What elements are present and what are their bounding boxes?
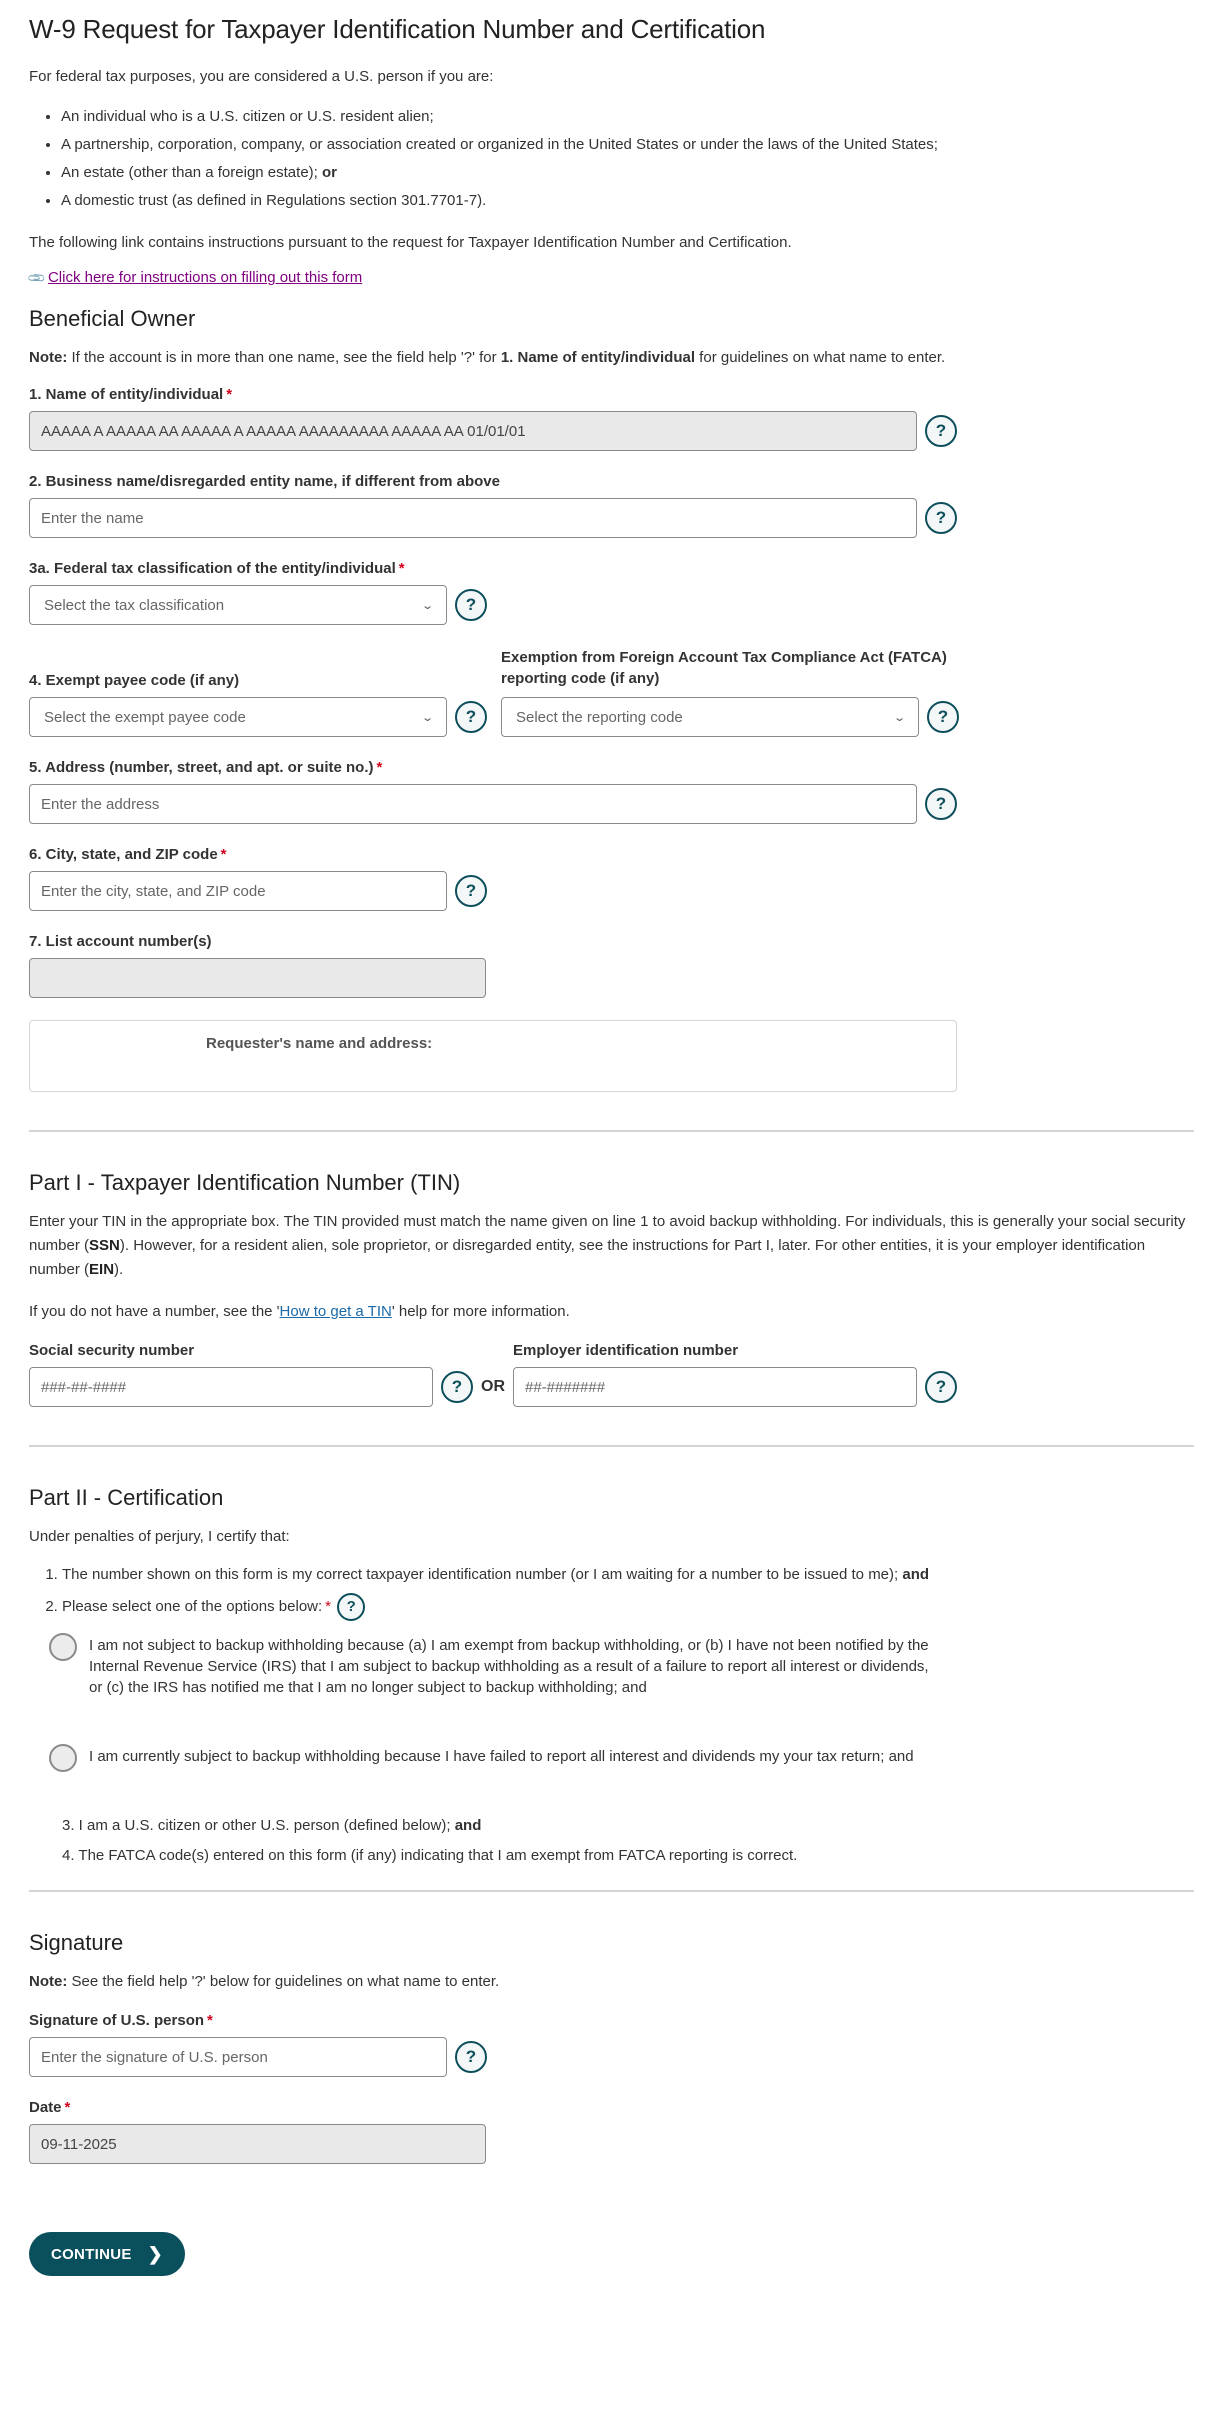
tin-help-text: If you do not have a number, see the 'How to get a TIN' help for more information. [29, 1303, 570, 1320]
list-item: • A domestic trust (as defined in Regulations section 301.7701-7). [61, 187, 1194, 215]
address-field-group [29, 759, 1194, 824]
tax-classification-label: 3a. Federal tax classification of the entity/individual * [29, 560, 405, 577]
address-label: 5. Address (number, street, and apt. or suite no.) * [29, 759, 383, 776]
section-divider [29, 1445, 1194, 1447]
ein-input[interactable] [513, 1367, 917, 1407]
help-icon[interactable]: ? [455, 701, 487, 733]
intro-text: For federal tax purposes, you are considered a U.S. person if you are: [29, 68, 494, 85]
list-item: • An estate (other than a foreign estate); or [61, 159, 1194, 187]
fatca-code-select[interactable]: Select the reporting code ⌄ [501, 697, 919, 737]
instructions-text: The following link contains instructions pursuant to the request for Taxpayer Identification Number and Certification. [29, 234, 792, 251]
city-label: 6. City, state, and ZIP code * [29, 846, 227, 863]
backup-withholding-option[interactable]: I am currently subject to backup withholding because I have failed to report all interest and dividends my your tax return; and [49, 1746, 929, 1772]
help-icon[interactable]: ? [455, 589, 487, 621]
signature-note: Note: See the field help '?' below for guidelines on what name to enter. [29, 1973, 500, 1990]
date-label: Date * [29, 2099, 71, 2116]
certification-item: 3. I am a U.S. citizen or other U.S. person (defined below); and [62, 1817, 482, 1834]
fatca-label: Exemption from Foreign Account Tax Compliance Act (FATCA) reporting code (if any) [501, 649, 947, 687]
help-icon[interactable]: ? [925, 1371, 957, 1403]
chevron-down-icon: ⌄ [420, 599, 434, 612]
list-item: • An individual who is a U.S. citizen or U.S. resident alien; [61, 103, 1194, 131]
signature-label: Signature of U.S. person * [29, 2012, 213, 2029]
exempt-codes-row [29, 647, 1194, 737]
paperclip-icon: 📎 [26, 267, 47, 288]
requester-box [29, 1020, 957, 1092]
section-heading-part2: Part II - Certification [29, 1485, 224, 1510]
or-separator: OR [481, 1378, 505, 1395]
business-name-field-group [29, 473, 1194, 538]
help-icon[interactable]: ? [925, 415, 957, 447]
required-marker: * [398, 560, 405, 577]
date-field-group [29, 2099, 1194, 2164]
section-heading-beneficial-owner: Beneficial Owner [29, 306, 196, 331]
required-marker: * [64, 2099, 71, 2116]
business-name-label: 2. Business name/disregarded entity name, if different from above [29, 473, 500, 490]
instructions-link-row [26, 267, 1194, 288]
section-divider [29, 1130, 1194, 1132]
chevron-right-icon: ❯ [147, 2243, 164, 2264]
us-person-list [29, 103, 1194, 215]
certification-intro: Under penalties of perjury, I certify that: [29, 1528, 290, 1545]
certification-tail [29, 1814, 1194, 1868]
help-icon[interactable]: ? [337, 1593, 365, 1621]
tin-description: Enter your TIN in the appropriate box. The TIN provided must match the name given on line 1 to avoid backup withholding. For individuals, this is generally your social security number (SSN). However, for a resident alien, sole proprietor, or disregarded entity, see the instructions for Part I, later. For other entities, it is your employer identification number (EIN). [29, 1213, 1186, 1278]
ssn-input[interactable] [29, 1367, 433, 1407]
city-state-zip-input[interactable] [29, 871, 447, 911]
address-input[interactable] [29, 784, 917, 824]
ein-label: Employer identification number [513, 1342, 739, 1359]
help-icon[interactable]: ? [441, 1371, 473, 1403]
account-numbers-input[interactable] [29, 958, 486, 998]
tin-inputs-row [29, 1342, 1194, 1407]
section-divider [29, 1890, 1194, 1892]
exempt-payee-label: 4. Exempt payee code (if any) [29, 672, 240, 689]
signature-field-group [29, 2012, 1194, 2077]
help-icon[interactable]: ? [455, 2041, 487, 2073]
required-marker: * [325, 1597, 332, 1615]
certification-item: 4. The FATCA code(s) entered on this form (if any) indicating that I am exempt from FATCA reporting is correct. [62, 1847, 798, 1864]
name-input[interactable] [29, 411, 917, 451]
section-heading-signature: Signature [29, 1930, 124, 1955]
help-icon[interactable]: ? [455, 875, 487, 907]
required-marker: * [207, 2012, 213, 2029]
backup-withholding-option[interactable]: I am not subject to backup withholding because (a) I am exempt from backup withholding, or (b) I have not been notified by the Internal Revenue Service (IRS) that I am subject to backup withholding as a result of a failure to report all interest or dividends, or (c) the IRS has notified me that I am no longer subject to backup withholding; and [49, 1635, 929, 1698]
radio-not-subject[interactable] [49, 1633, 77, 1661]
chevron-down-icon: ⌄ [892, 711, 906, 724]
city-field-group [29, 846, 1194, 911]
name-field-group [29, 386, 1194, 451]
list-item: • A partnership, corporation, company, or association created or organized in the United States or under the laws of the United States; [61, 131, 1194, 159]
help-icon[interactable]: ? [925, 788, 957, 820]
requester-label: Requester's name and address: [206, 1035, 433, 1052]
instructions-link[interactable]: Click here for instructions on filling out this form [47, 269, 363, 286]
signature-input[interactable] [29, 2037, 447, 2077]
page-title: W-9 Request for Taxpayer Identification Number and Certification [29, 14, 766, 44]
required-marker: * [376, 759, 383, 776]
exempt-payee-select[interactable]: Select the exempt payee code ⌄ [29, 697, 447, 737]
chevron-down-icon: ⌄ [420, 711, 434, 724]
date-input[interactable] [29, 2124, 486, 2164]
ssn-label: Social security number [29, 1342, 195, 1359]
certification-item: 1. The number shown on this form is my correct taxpayer identification number (or I am waiting for a number to be issued to me); and [62, 1563, 962, 1587]
help-icon[interactable]: ? [927, 701, 959, 733]
radio-currently-subject[interactable] [49, 1744, 77, 1772]
beneficial-owner-note: Note: If the account is in more than one name, see the field help '?' for 1. Name of entity/individual for guidelines on what name to enter. [29, 349, 946, 366]
account-numbers-field-group [29, 933, 1194, 998]
continue-button[interactable]: CONTINUE ❯ [29, 2232, 185, 2276]
how-to-get-tin-link[interactable]: How to get a TIN [279, 1303, 392, 1320]
account-numbers-label: 7. List account number(s) [29, 933, 212, 950]
tax-classification-select[interactable]: Select the tax classification ⌄ [29, 585, 447, 625]
section-heading-part1: Part I - Taxpayer Identification Number (TIN) [29, 1170, 461, 1195]
tax-classification-field-group [29, 560, 1194, 625]
name-label: 1. Name of entity/individual * [29, 386, 233, 403]
business-name-input[interactable] [29, 498, 917, 538]
help-icon[interactable]: ? [925, 502, 957, 534]
certification-item: 2. Please select one of the options below: * ? [62, 1593, 1194, 1621]
certification-list [29, 1563, 1194, 1621]
required-marker: * [226, 386, 233, 403]
required-marker: * [220, 846, 227, 863]
